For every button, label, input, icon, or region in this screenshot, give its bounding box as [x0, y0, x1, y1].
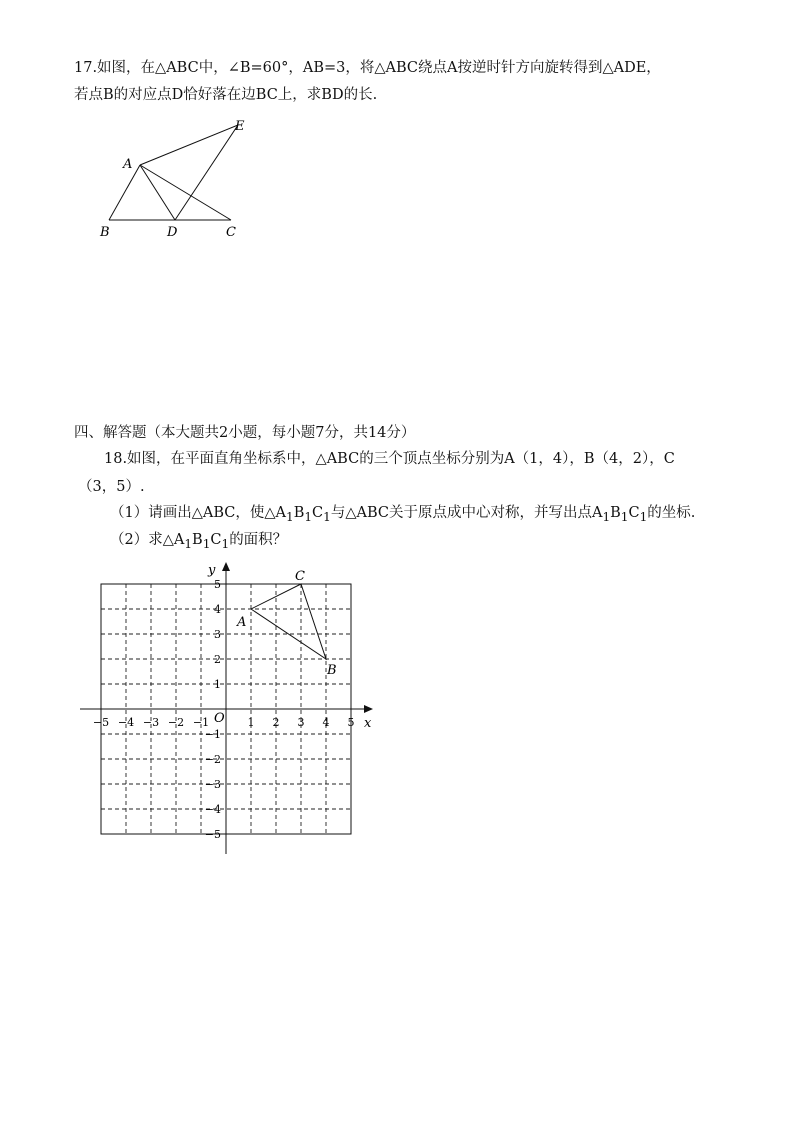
label-c: C: [226, 225, 236, 240]
y-tick-label: 5: [214, 578, 221, 591]
subscript-1: 1: [202, 536, 211, 551]
q18-sub1-suffix: 的坐标.: [647, 505, 696, 521]
origin-label: O: [214, 711, 225, 726]
q18-sub2-mid2: C: [210, 532, 222, 548]
x-tick-label: 1: [247, 716, 255, 729]
q18-sub2-prefix: （2）求△A: [110, 532, 185, 548]
q17-text-line-1: 17.如图，在△ABC中，∠B=60°，AB=3，将△ABC绕点A按逆时针方向旋转得到△ADE，: [74, 60, 661, 76]
coordinate-grid: [76, 560, 386, 860]
section-title: 四、解答题（本大题共2小题，每小题7分，共14分）: [74, 425, 416, 441]
y-tick-label: −4: [204, 803, 221, 816]
segment-ab: [109, 165, 140, 220]
q18-subquestion-2: [110, 530, 287, 554]
q18-subquestion-1: [110, 503, 695, 527]
q18-sub1-mid1: B: [293, 505, 305, 521]
y-tick-label: 3: [214, 628, 221, 641]
q18-sub1-mid2: C: [312, 505, 324, 521]
q18-sub1-prefix: （1）请画出△ABC，使△A: [110, 505, 286, 521]
x-tick-label: −3: [142, 716, 160, 729]
y-tick-label: −3: [204, 778, 221, 791]
y-tick-label: −5: [204, 828, 221, 841]
x-axis-label: x: [364, 716, 372, 731]
subscript-1: 1: [323, 509, 331, 524]
q18-sub1-mid3: 与△ABC关于原点成中心对称，并写出点A: [330, 505, 603, 521]
y-axis-label: y: [208, 563, 216, 578]
subscript-1: 1: [221, 536, 230, 551]
y-tick-label: −2: [204, 753, 221, 766]
q18-text-line-2: （3，5）.: [78, 479, 145, 495]
subscript-1: 1: [620, 509, 629, 524]
x-tick-label: 5: [347, 716, 355, 729]
x-tick-label: 3: [297, 716, 305, 729]
x-tick-label: −1: [192, 716, 210, 729]
y-tick-label: −1: [204, 728, 221, 741]
subscript-1: 1: [602, 509, 611, 524]
subscript-1: 1: [184, 536, 193, 551]
point-label-b: B: [327, 663, 337, 678]
q17-figure: [90, 110, 270, 245]
x-tick-label: −2: [167, 716, 185, 729]
y-tick-label: 1: [214, 678, 221, 691]
x-tick-label: 2: [272, 716, 280, 729]
q18-sub2-suffix: 的面积？: [229, 532, 288, 548]
segment-ad: [140, 165, 175, 220]
label-b: B: [100, 225, 110, 240]
label-d: D: [167, 225, 178, 240]
subscript-1: 1: [286, 509, 294, 524]
q18-sub1-mid2b: C: [628, 505, 640, 521]
y-tick-label: 4: [214, 603, 221, 616]
x-tick-label: −5: [92, 716, 110, 729]
point-label-a: A: [237, 615, 247, 630]
x-tick-label: −4: [117, 716, 135, 729]
point-label-c: C: [295, 569, 305, 584]
subscript-1: 1: [304, 509, 313, 524]
label-e: E: [235, 119, 245, 134]
q18-text-line-1: 18.如图，在平面直角坐标系中，△ABC的三个顶点坐标分别为A（1，4），B（4，2），C: [104, 451, 675, 467]
segment-ac: [140, 165, 231, 220]
q18-sub1-mid1b: B: [610, 505, 621, 521]
subscript-1: 1: [639, 509, 648, 524]
triangle-abc: [251, 584, 326, 659]
q18-sub2-mid1: B: [192, 532, 203, 548]
segment-ae: [140, 125, 238, 165]
x-tick-label: 4: [322, 716, 330, 729]
label-a: A: [123, 157, 133, 172]
q17-text-line-2: 若点B的对应点D恰好落在边BC上，求BD的长.: [74, 87, 378, 103]
y-tick-label: 2: [214, 653, 221, 666]
